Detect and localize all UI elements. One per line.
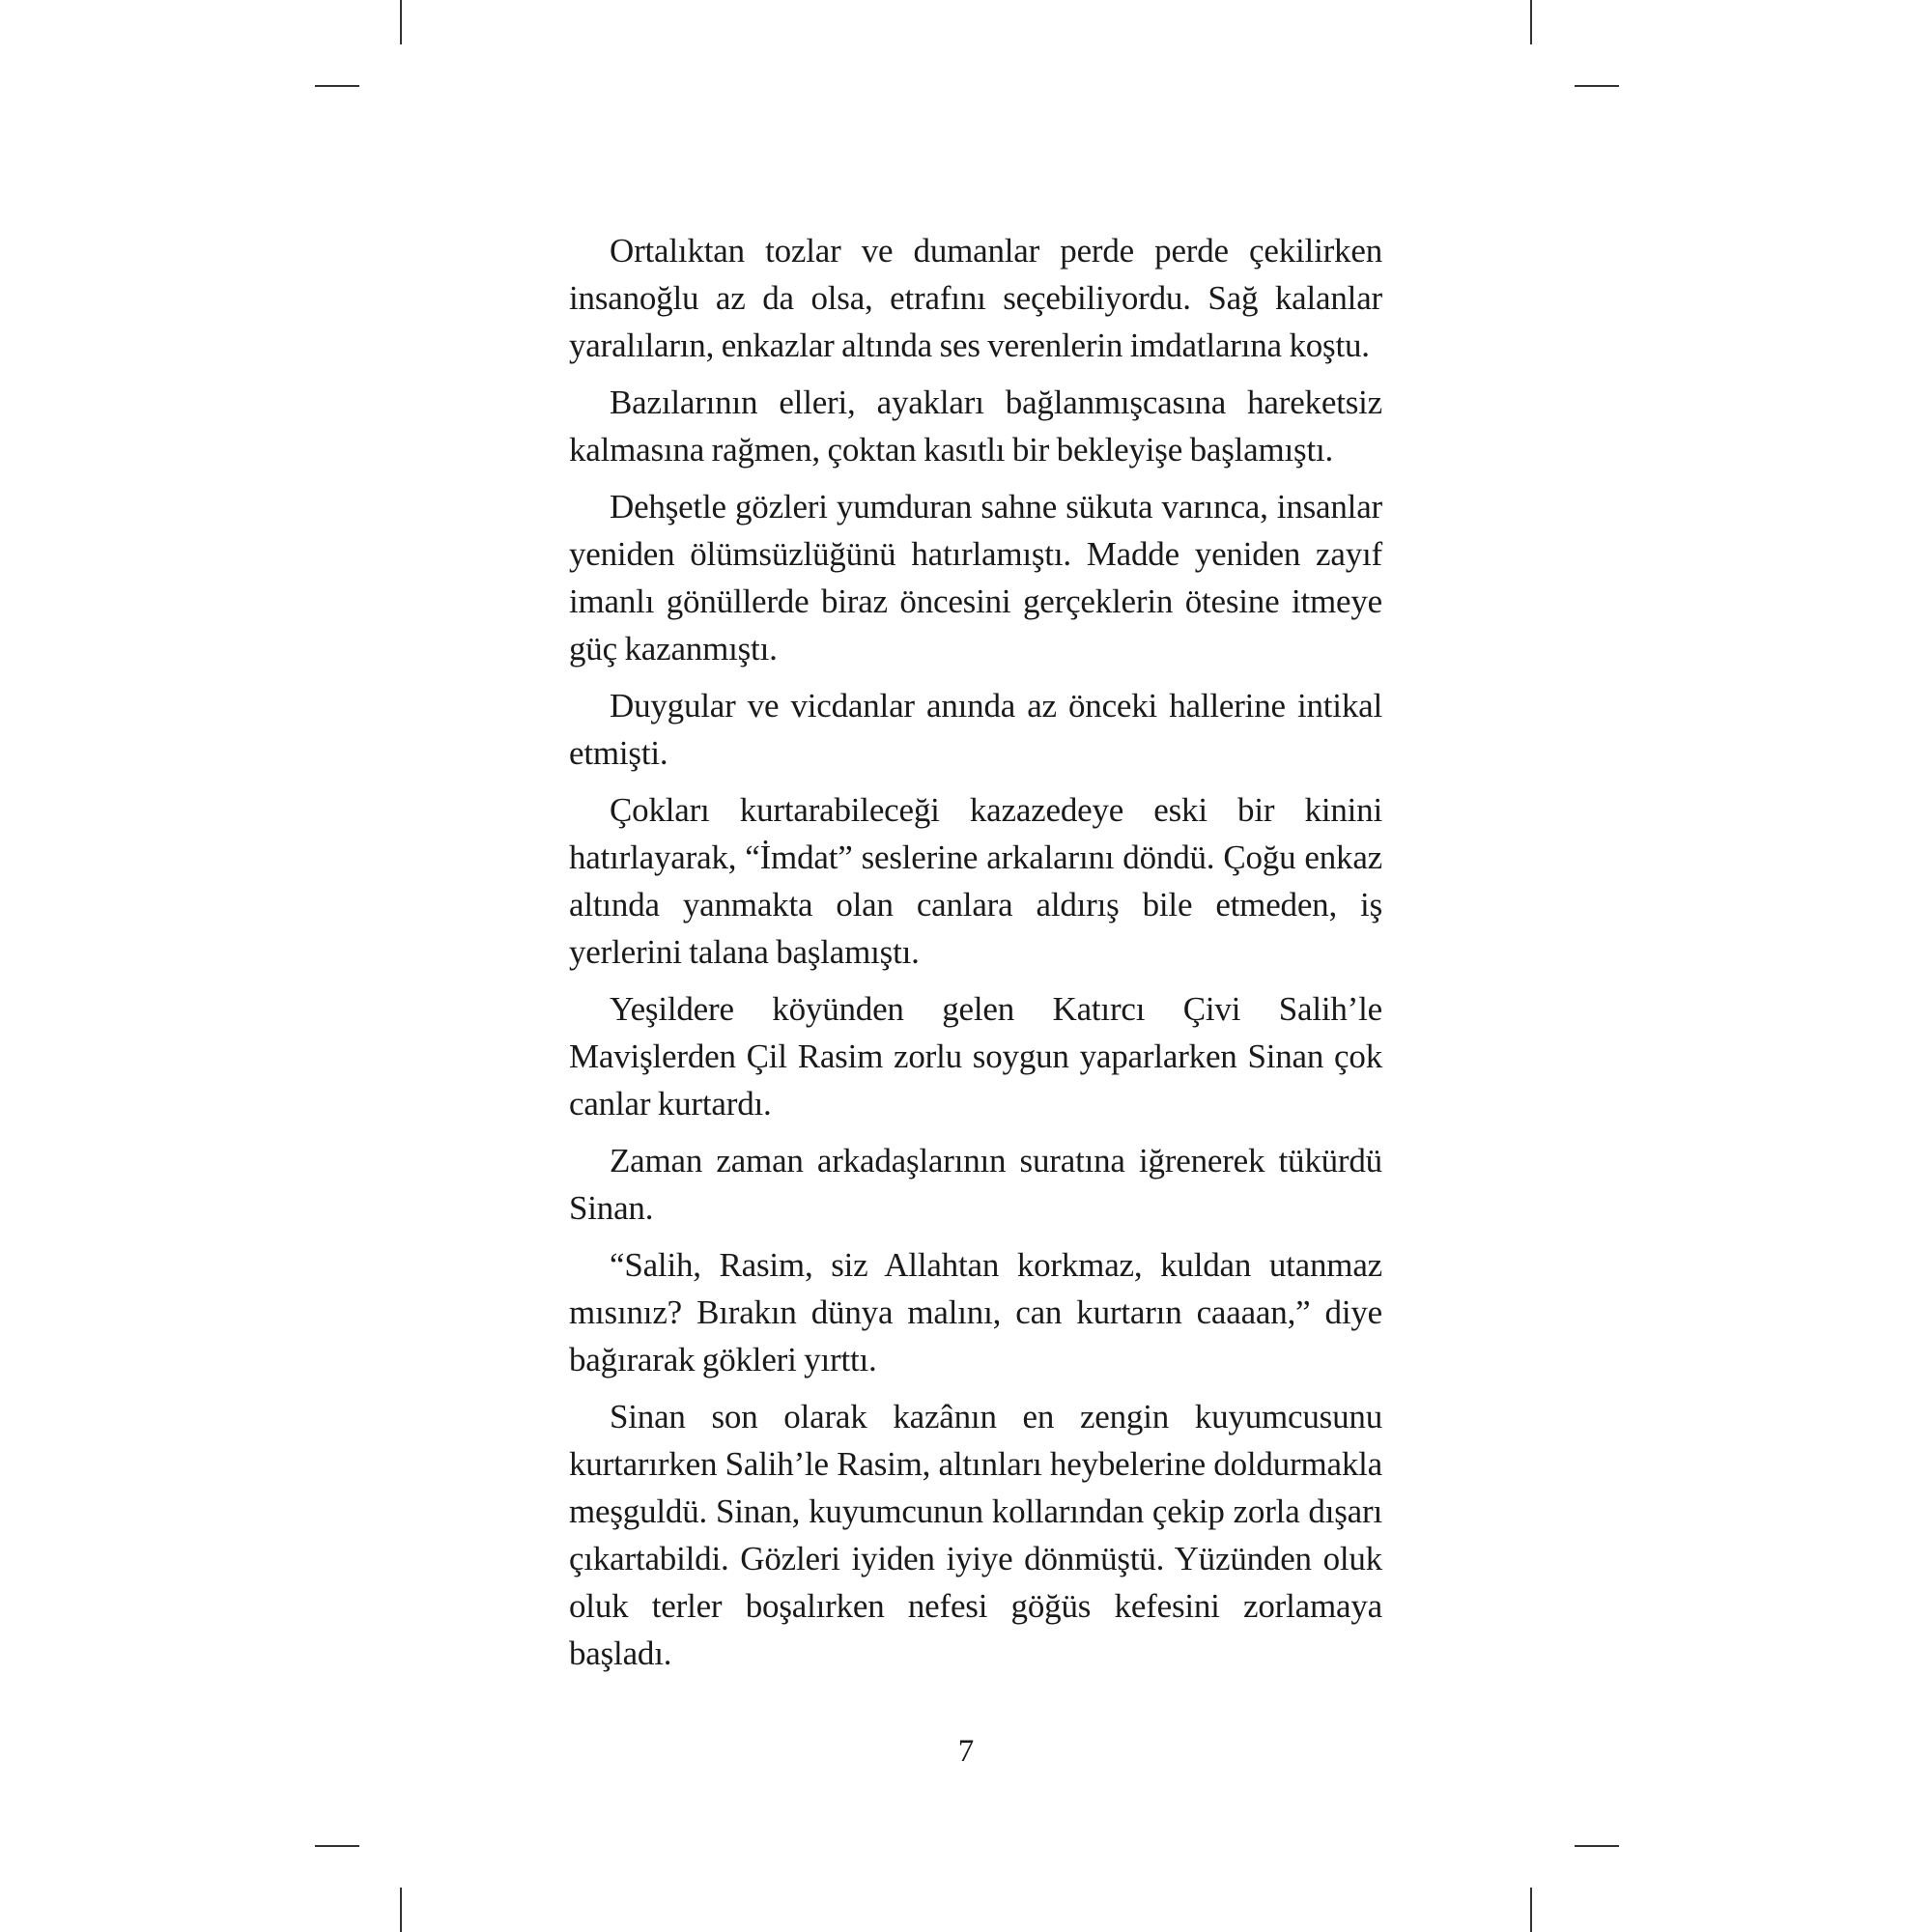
paragraph-6: Yeşildere köyünden gelen Katırcı Çivi Salih’le Mavişlerden Çil Rasim zorlu soygun yaparlarken Sinan çok canlar kurtardı. [569, 990, 1382, 1122]
crop-mark-top-right-horizontal [1575, 85, 1619, 87]
body-text [569, 227, 1382, 1687]
crop-mark-bottom-right-vertical [1530, 1888, 1532, 1932]
crop-mark-bottom-left-horizontal [315, 1845, 359, 1847]
crop-mark-top-left-horizontal [315, 85, 359, 87]
paragraph-1: Ortalıktan tozlar ve dumanlar perde perde çekilirken insanoğlu az da olsa, etrafını seçebiliyordu. Sağ kalanlar yaralıların, enkazlar altında ses verenlerin imdatlarına koştu. [569, 232, 1382, 364]
paragraph-3: Dehşetle gözleri yumduran sahne sükuta varınca, insanlar yeniden ölümsüzlüğünü hatırlamıştı. Madde yeniden zayıf imanlı gönüllerde biraz öncesini gerçeklerin ötesine itmeye güç kazanmıştı. [569, 488, 1382, 668]
paragraph-9: Sinan son olarak kazânın en zengin kuyumcusunu kurtarırken Salih’le Rasim, altınları heybelerine doldurmakla meşguldü. Sinan, kuyumcunun kollarından çekip zorla dışarı çıkartabildi. Gözleri iyiden iyiye dönmüştü. Yüzünden oluk oluk terler boşalırken nefesi göğüs kefesini zorlamaya başladı. [569, 1398, 1382, 1672]
paragraph-7: Zaman zaman arkadaşlarının suratına iğrenerek tükürdü Sinan. [569, 1142, 1382, 1227]
crop-mark-bottom-left-vertical [400, 1888, 402, 1932]
crop-mark-bottom-right-horizontal [1575, 1845, 1619, 1847]
crop-mark-top-left-vertical [400, 0, 402, 44]
paragraph-5: Çokları kurtarabileceği kazazedeye eski bir kinini hatırlayarak, “İmdat” seslerine arkalarını döndü. Çoğu enkaz altında yanmakta olan canlara aldırış bile etmeden, iş yerlerini talana başlamıştı. [569, 791, 1382, 971]
paragraph-4: Duygular ve vicdanlar anında az önceki hallerine intikal etmişti. [569, 687, 1382, 772]
crop-mark-top-right-vertical [1530, 0, 1532, 44]
page-number: 7 [957, 1734, 975, 1769]
paragraph-8: “Salih, Rasim, siz Allahtan korkmaz, kuldan utanmaz mısınız? Bırakın dünya malını, can kurtarın caaaan,” diye bağırarak gökleri yırttı. [569, 1246, 1382, 1378]
paragraph-2: Bazılarının elleri, ayakları bağlanmışcasına hareketsiz kalmasına rağmen, çoktan kasıtlı bir bekleyişe başlamıştı. [569, 384, 1382, 469]
